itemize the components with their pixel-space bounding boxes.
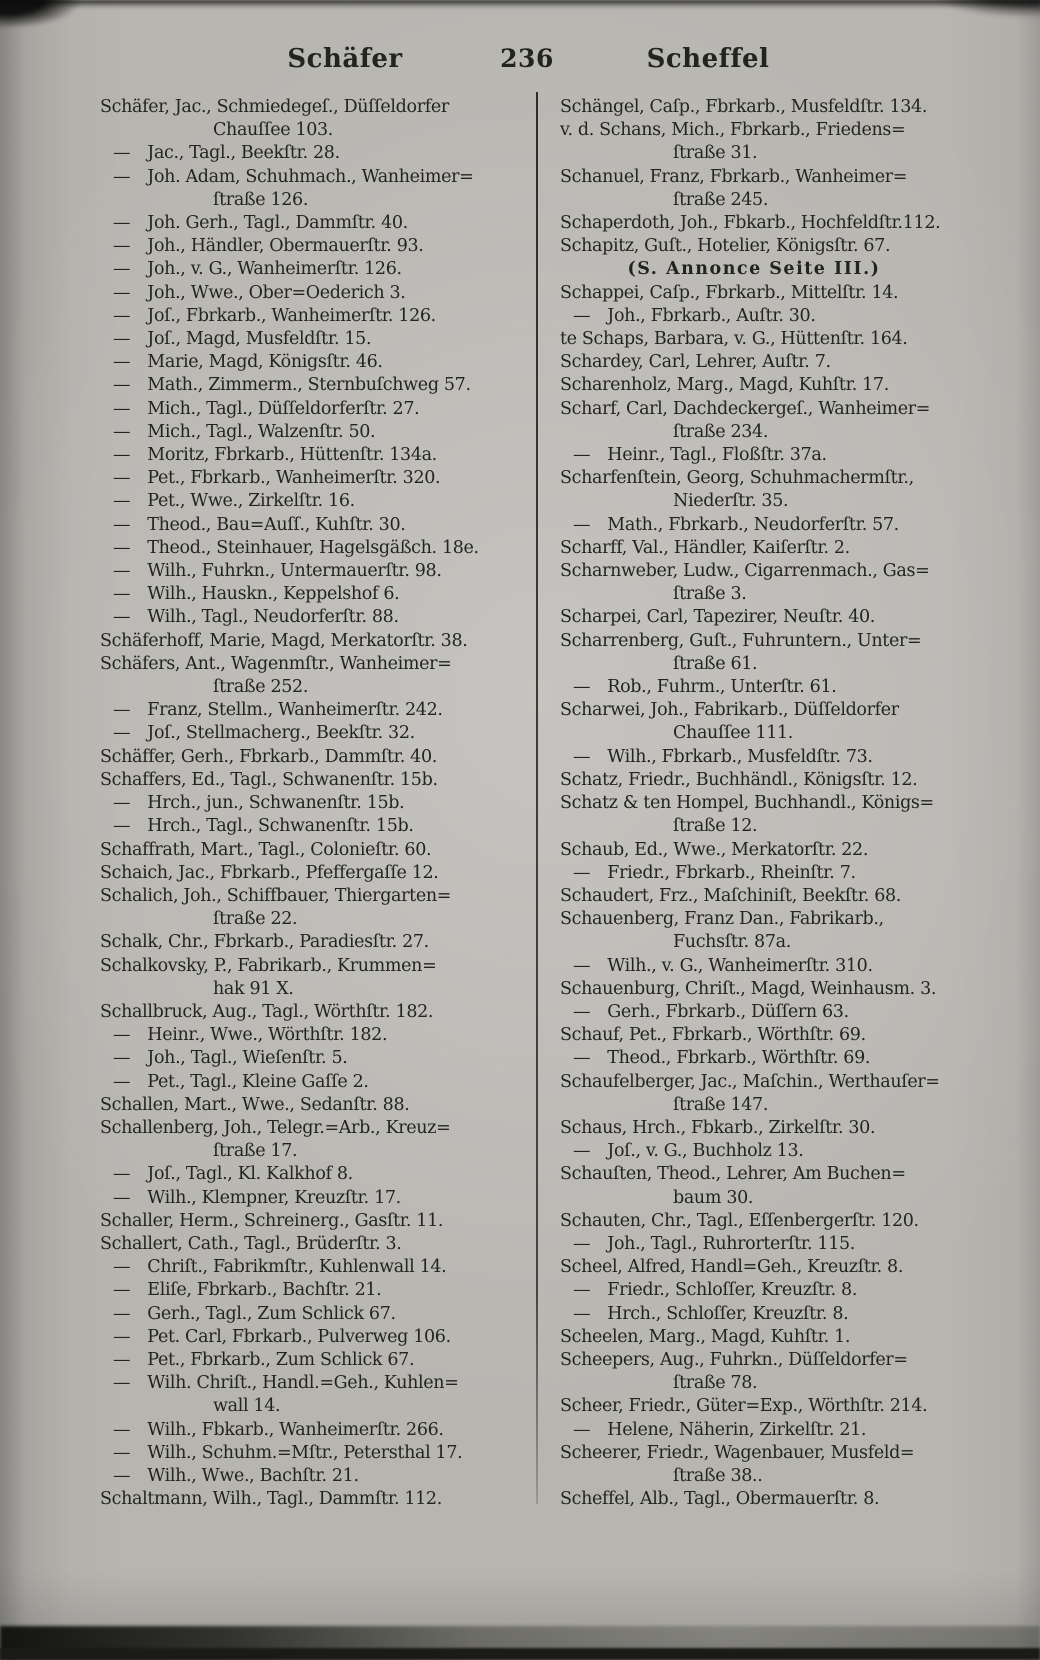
directory-entry bbox=[100, 1372, 538, 1418]
directory-entry bbox=[560, 1442, 978, 1488]
entry-line: — Eliſe, Fbrkarb., Bachſtr. 21. bbox=[113, 1280, 382, 1301]
directory-entry bbox=[100, 166, 538, 212]
entry-line: Schauenburg, Chriſt., Magd, Weinhausm. 3. bbox=[560, 978, 937, 999]
directory-entry bbox=[560, 374, 978, 397]
directory-entry bbox=[560, 351, 978, 374]
entry-line: Scharpei, Carl, Tapezirer, Neuſtr. 40. bbox=[560, 607, 876, 628]
entry-line: Scharrenberg, Guſt., Fuhruntern., Unter= bbox=[560, 630, 922, 651]
entry-line: Schauf, Pet., Fbrkarb., Wörthſtr. 69. bbox=[560, 1025, 866, 1046]
entry-line: ſtraße 126. bbox=[213, 189, 309, 210]
directory-entry bbox=[560, 235, 978, 258]
entry-line: Schatz & ten Hompel, Buchhandl., Königs= bbox=[560, 793, 934, 814]
entry-line: — Pet., Fbrkarb., Wanheimerſtr. 320. bbox=[113, 468, 441, 489]
directory-entry bbox=[560, 1326, 978, 1349]
entry-line: Schaffrath, Mart., Tagl., Colonieſtr. 60. bbox=[100, 839, 432, 860]
directory-entry bbox=[560, 444, 978, 467]
entry-line: Scharfenſtein, Georg, Schuhmachermſtr., bbox=[560, 468, 914, 489]
directory-entry bbox=[100, 212, 538, 235]
entry-line: — Chriſt., Fabrikmſtr., Kuhlenwall 14. bbox=[113, 1257, 447, 1278]
entry-line: Scheer, Friedr., Güter=Exp., Wörthſtr. 214. bbox=[560, 1396, 928, 1417]
directory-entry bbox=[560, 839, 978, 862]
directory-entry bbox=[560, 1024, 978, 1047]
scan-edge-top bbox=[0, 0, 1040, 9]
directory-entry bbox=[100, 1071, 538, 1094]
scan-corner-blob-right bbox=[932, 0, 1040, 18]
entry-line: ſtraße 245. bbox=[673, 189, 769, 210]
directory-entry bbox=[100, 653, 538, 699]
entry-line: ſtraße 252. bbox=[213, 677, 309, 698]
directory-entry bbox=[100, 769, 538, 792]
directory-entry bbox=[100, 606, 538, 629]
directory-entry bbox=[100, 514, 538, 537]
directory-entry bbox=[560, 1233, 978, 1256]
annonce-note bbox=[560, 258, 978, 281]
entry-line: Schäferhoff, Marie, Magd, Merkatorſtr. 38. bbox=[100, 630, 468, 651]
directory-entry bbox=[560, 769, 978, 792]
entry-line: — Joh., Fbrkarb., Auſtr. 30. bbox=[573, 305, 816, 326]
entry-line: Scharwei, Joh., Fabrikarb., Düſſeldorfer bbox=[560, 700, 899, 721]
directory-entry bbox=[100, 421, 538, 444]
entry-line: — Marie, Magd, Königsſtr. 46. bbox=[113, 352, 383, 373]
directory-entry bbox=[560, 537, 978, 560]
entry-line: — Wilh., Wwe., Bachſtr. 21. bbox=[113, 1465, 359, 1486]
entry-line: — Gerh., Fbrkarb., Düſſern 63. bbox=[573, 1001, 849, 1022]
directory-entry bbox=[100, 1094, 538, 1117]
entry-line: Schaich, Jac., Fbrkarb., Pfeffergaſſe 12. bbox=[100, 862, 439, 883]
directory-entry bbox=[560, 282, 978, 305]
entry-line: — Hrch., Schloſſer, Kreuzſtr. 8. bbox=[573, 1303, 849, 1324]
entry-line: Niederſtr. 35. bbox=[673, 491, 789, 512]
entry-line: ſtraße 38.. bbox=[673, 1465, 763, 1486]
directory-entry bbox=[560, 699, 978, 745]
directory-entry bbox=[560, 1071, 978, 1117]
directory-entry bbox=[100, 1465, 538, 1488]
directory-entry bbox=[100, 258, 538, 281]
directory-column-left bbox=[100, 96, 538, 1511]
entry-line: Scharf, Carl, Dachdeckergeſ., Wanheimer= bbox=[560, 398, 931, 419]
directory-entry bbox=[100, 305, 538, 328]
directory-entry bbox=[560, 1279, 978, 1302]
directory-entry bbox=[560, 1210, 978, 1233]
entry-line: Schardey, Carl, Lehrer, Auſtr. 7. bbox=[560, 352, 831, 373]
entry-line: — Friedr., Schloſſer, Kreuzſtr. 8. bbox=[573, 1280, 858, 1301]
entry-line: — Wilh., Tagl., Neudorferſtr. 88. bbox=[113, 607, 399, 628]
entry-line: — Hrch., jun., Schwanenſtr. 15b. bbox=[113, 793, 405, 814]
entry-line: Chauſſee 103. bbox=[213, 120, 334, 141]
directory-entry bbox=[100, 1024, 538, 1047]
entry-line: — Helene, Näherin, Zirkelſtr. 21. bbox=[573, 1419, 867, 1440]
directory-entry bbox=[560, 862, 978, 885]
entry-line: — Wilh. Chriſt., Handl.=Geh., Kuhlen= bbox=[113, 1373, 459, 1394]
entry-line: — Heinr., Tagl., Floßſtr. 37a. bbox=[573, 445, 827, 466]
directory-entry bbox=[100, 282, 538, 305]
entry-line: — Wilh., Klempner, Kreuzſtr. 17. bbox=[113, 1187, 401, 1208]
directory-entry bbox=[560, 1395, 978, 1418]
entry-line: Schallen, Mart., Wwe., Sedanſtr. 88. bbox=[100, 1094, 410, 1115]
entry-line: Scharenholz, Marg., Magd, Kuhſtr. 17. bbox=[560, 375, 889, 396]
directory-entry bbox=[100, 467, 538, 490]
entry-line: — Wilh., Hauskn., Keppelshof 6. bbox=[113, 584, 400, 605]
entry-line: Schauenberg, Franz Dan., Fabrikarb., bbox=[560, 909, 884, 930]
entry-line: Schaperdoth, Joh., Fbkarb., Hochfeldſtr.112. bbox=[560, 213, 941, 234]
scan-corner-blob-left bbox=[0, 0, 80, 28]
entry-line: — Pet., Tagl., Kleine Gaſſe 2. bbox=[113, 1071, 369, 1092]
directory-entry bbox=[560, 1163, 978, 1209]
directory-entry bbox=[560, 746, 978, 769]
running-head-right-keyword: Scheffel bbox=[646, 44, 770, 74]
directory-entry bbox=[560, 606, 978, 629]
page-number: 236 bbox=[500, 44, 554, 73]
running-head bbox=[0, 44, 1040, 78]
directory-entry bbox=[560, 119, 978, 165]
entry-line: — Friedr., Fbrkarb., Rheinſtr. 7. bbox=[573, 862, 856, 883]
entry-line: — Wilh., Fbrkarb., Musfeldſtr. 73. bbox=[573, 746, 873, 767]
entry-line: Schalk, Chr., Fbrkarb., Paradiesſtr. 27. bbox=[100, 932, 429, 953]
entry-line: — Wilh., Fbkarb., Wanheimerſtr. 266. bbox=[113, 1419, 444, 1440]
directory-entry bbox=[100, 560, 538, 583]
directory-entry bbox=[100, 746, 538, 769]
entry-line: — Math., Zimmerm., Sternbuſchweg 57. bbox=[113, 375, 471, 396]
entry-line: Scheffel, Alb., Tagl., Obermauerſtr. 8. bbox=[560, 1489, 880, 1510]
directory-entry bbox=[560, 166, 978, 212]
directory-entry bbox=[100, 722, 538, 745]
directory-entry bbox=[560, 1349, 978, 1395]
entry-line: Scheel, Alfred, Handl=Geh., Kreuzſtr. 8. bbox=[560, 1257, 904, 1278]
entry-line: — Joſ., Stellmacherg., Beekſtr. 32. bbox=[113, 723, 415, 744]
entry-line: Chauſſee 111. bbox=[673, 723, 794, 744]
directory-entry bbox=[560, 1117, 978, 1140]
entry-line: Schaus, Hrch., Fbkarb., Zirkelſtr. 30. bbox=[560, 1117, 876, 1138]
entry-line: — Jac., Tagl., Beekſtr. 28. bbox=[113, 143, 340, 164]
directory-entry bbox=[100, 815, 538, 838]
entry-line: — Rob., Fuhrm., Unterſtr. 61. bbox=[573, 677, 837, 698]
directory-entry bbox=[560, 305, 978, 328]
directory-entry bbox=[100, 1326, 538, 1349]
entry-line: Scheerer, Friedr., Wagenbauer, Musfeld= bbox=[560, 1442, 915, 1463]
entry-line: ſtraße 78. bbox=[673, 1373, 758, 1394]
directory-entry bbox=[100, 1187, 538, 1210]
directory-column-right bbox=[560, 96, 978, 1511]
entry-line: — Moritz, Fbrkarb., Hüttenſtr. 134a. bbox=[113, 445, 437, 466]
entry-line: ſtraße 61. bbox=[673, 653, 758, 674]
entry-line: — Joh. Adam, Schuhmach., Wanheimer= bbox=[113, 166, 474, 187]
entry-line: Schaltmann, Wilh., Tagl., Dammſtr. 112. bbox=[100, 1489, 442, 1510]
directory-entry bbox=[560, 1140, 978, 1163]
entry-line: Schaller, Herm., Schreinerg., Gasſtr. 11. bbox=[100, 1210, 444, 1231]
directory-entry bbox=[560, 908, 978, 954]
entry-line: Schallenberg, Joh., Telegr.=Arb., Kreuz= bbox=[100, 1117, 451, 1138]
entry-line: Schatz, Friedr., Buchhändl., Königsſtr. 12. bbox=[560, 769, 918, 790]
entry-line: Schaub, Ed., Wwe., Merkatorſtr. 22. bbox=[560, 839, 869, 860]
directory-entry bbox=[560, 398, 978, 444]
entry-line: (S. Annonce Seite III.) bbox=[627, 259, 881, 280]
entry-line: Scheepers, Aug., Fuhrkn., Düſſeldorfer= bbox=[560, 1349, 908, 1370]
entry-line: hak 91 X. bbox=[213, 978, 294, 999]
entry-line: Fuchsſtr. 87a. bbox=[673, 932, 791, 953]
entry-line: — Theod., Steinhauer, Hagelsgäßch. 18e. bbox=[113, 537, 479, 558]
directory-entry bbox=[560, 1419, 978, 1442]
directory-entry bbox=[560, 1047, 978, 1070]
running-head-left-keyword: Schäfer bbox=[287, 44, 403, 74]
entry-line: — Joh., Händler, Obermauerſtr. 93. bbox=[113, 236, 424, 257]
directory-entry bbox=[560, 1303, 978, 1326]
entry-line: — Theod., Bau=Auſſ., Kuhſtr. 30. bbox=[113, 514, 406, 535]
scan-edge-bottom-deep bbox=[0, 1648, 1040, 1660]
entry-line: — Hrch., Tagl., Schwanenſtr. 15b. bbox=[113, 816, 414, 837]
entry-line: ſtraße 12. bbox=[673, 816, 758, 837]
directory-entry bbox=[100, 931, 538, 954]
directory-entry bbox=[100, 792, 538, 815]
entry-line: — Joh. Gerh., Tagl., Dammſtr. 40. bbox=[113, 213, 408, 234]
entry-line: Scharnweber, Ludw., Cigarrenmach., Gas= bbox=[560, 561, 930, 582]
directory-entry bbox=[100, 398, 538, 421]
directory-entry bbox=[560, 212, 978, 235]
directory-entry bbox=[100, 235, 538, 258]
entry-line: Schappei, Caſp., Fbrkarb., Mittelſtr. 14. bbox=[560, 282, 899, 303]
entry-line: ſtraße 147. bbox=[673, 1094, 769, 1115]
entry-line: ſtraße 31. bbox=[673, 143, 758, 164]
directory-entry bbox=[100, 490, 538, 513]
directory-entry bbox=[100, 862, 538, 885]
directory-entry bbox=[560, 1256, 978, 1279]
directory-entry bbox=[100, 444, 538, 467]
entry-line: — Joh., Tagl., Ruhrorterſtr. 115. bbox=[573, 1233, 855, 1254]
entry-line: — Wilh., Schuhm.=Mſtr., Petersthal 17. bbox=[113, 1442, 463, 1463]
entry-line: — Joh., Wwe., Ober=Oederich 3. bbox=[113, 282, 406, 303]
entry-line: Schaufelberger, Jac., Maſchin., Werthauſer= bbox=[560, 1071, 940, 1092]
entry-line: baum 30. bbox=[673, 1187, 754, 1208]
directory-entry bbox=[100, 583, 538, 606]
entry-line: — Franz, Stellm., Wanheimerſtr. 242. bbox=[113, 700, 443, 721]
directory-entry bbox=[560, 792, 978, 838]
directory-entry bbox=[100, 839, 538, 862]
entry-line: — Theod., Fbrkarb., Wörthſtr. 69. bbox=[573, 1048, 871, 1069]
directory-entry bbox=[100, 1349, 538, 1372]
entry-line: Scharff, Val., Händler, Kaiſerſtr. 2. bbox=[560, 537, 850, 558]
directory-entry bbox=[100, 1001, 538, 1024]
entry-line: Schauten, Chr., Tagl., Eſſenbergerſtr. 120. bbox=[560, 1210, 919, 1231]
entry-line: Schallert, Cath., Tagl., Brüderſtr. 3. bbox=[100, 1233, 402, 1254]
directory-entry bbox=[560, 885, 978, 908]
entry-line: Schäfers, Ant., Wagenmſtr., Wanheimer= bbox=[100, 653, 452, 674]
entry-line: — Joſ., v. G., Buchholz 13. bbox=[573, 1141, 804, 1162]
directory-entry bbox=[100, 1442, 538, 1465]
entry-line: ſtraße 3. bbox=[673, 584, 747, 605]
directory-entry bbox=[560, 514, 978, 537]
entry-line: — Heinr., Wwe., Wörthſtr. 182. bbox=[113, 1025, 388, 1046]
directory-entry bbox=[100, 1163, 538, 1186]
entry-line: — Joſ., Fbrkarb., Wanheimerſtr. 126. bbox=[113, 305, 436, 326]
directory-entry bbox=[100, 1303, 538, 1326]
directory-entry bbox=[560, 1001, 978, 1024]
directory-entry bbox=[100, 699, 538, 722]
directory-entry bbox=[560, 1488, 978, 1511]
entry-line: — Pet., Wwe., Zirkelſtr. 16. bbox=[113, 491, 355, 512]
directory-entry bbox=[100, 1117, 538, 1163]
directory-entry bbox=[100, 351, 538, 374]
entry-line: Scheelen, Marg., Magd, Kuhſtr. 1. bbox=[560, 1326, 851, 1347]
directory-entry bbox=[100, 142, 538, 165]
directory-entry bbox=[100, 537, 538, 560]
entry-line: — Math., Fbrkarb., Neudorferſtr. 57. bbox=[573, 514, 899, 535]
entry-line: Schalkovsky, P., Fabrikarb., Krummen= bbox=[100, 955, 437, 976]
entry-line: Schäffer, Gerh., Fbrkarb., Dammſtr. 40. bbox=[100, 746, 437, 767]
directory-entry bbox=[100, 1256, 538, 1279]
entry-line: Schaffers, Ed., Tagl., Schwanenſtr. 15b. bbox=[100, 769, 438, 790]
entry-line: ſtraße 22. bbox=[213, 909, 298, 930]
entry-line: — Mich., Tagl., Düſſeldorferſtr. 27. bbox=[113, 398, 420, 419]
entry-line: Schanuel, Franz, Fbrkarb., Wanheimer= bbox=[560, 166, 908, 187]
entry-line: Schauſten, Theod., Lehrer, Am Buchen= bbox=[560, 1164, 906, 1185]
entry-line: — Wilh., v. G., Wanheimerſtr. 310. bbox=[573, 955, 873, 976]
directory-entry bbox=[560, 560, 978, 606]
entry-line: — Joſ., Tagl., Kl. Kalkhof 8. bbox=[113, 1164, 353, 1185]
directory-entry bbox=[560, 978, 978, 1001]
directory-entry bbox=[100, 328, 538, 351]
entry-line: ſtraße 17. bbox=[213, 1141, 298, 1162]
entry-line: te Schaps, Barbara, v. G., Hüttenſtr. 164. bbox=[560, 329, 908, 350]
directory-entry bbox=[100, 1279, 538, 1302]
entry-line: — Wilh., Fuhrkn., Untermauerſtr. 98. bbox=[113, 561, 442, 582]
entry-line: — Mich., Tagl., Walzenſtr. 50. bbox=[113, 421, 376, 442]
directory-entry bbox=[100, 374, 538, 397]
directory-entry bbox=[100, 1419, 538, 1442]
entry-line: — Joh., Tagl., Wieſenſtr. 5. bbox=[113, 1048, 348, 1069]
directory-entry bbox=[100, 1488, 538, 1511]
entry-line: v. d. Schans, Mich., Fbrkarb., Friedens= bbox=[560, 120, 906, 141]
directory-entry bbox=[560, 955, 978, 978]
directory-entry bbox=[100, 955, 538, 1001]
directory-entry bbox=[100, 1233, 538, 1256]
entry-line: — Joh., v. G., Wanheimerſtr. 126. bbox=[113, 259, 402, 280]
entry-line: Schaudert, Frz., Maſchiniſt, Beekſtr. 68. bbox=[560, 885, 901, 906]
entry-line: Schallbruck, Aug., Tagl., Wörthſtr. 182. bbox=[100, 1001, 434, 1022]
entry-line: Schängel, Caſp., Fbrkarb., Musfeldſtr. 134. bbox=[560, 97, 928, 117]
entry-line: — Pet. Carl, Fbrkarb., Pulverweg 106. bbox=[113, 1326, 451, 1347]
entry-line: wall 14. bbox=[213, 1396, 281, 1417]
entry-line: Schalich, Joh., Schiffbauer, Thiergarten= bbox=[100, 885, 452, 906]
directory-entry bbox=[560, 96, 978, 119]
entry-line: — Pet., Fbrkarb., Zum Schlick 67. bbox=[113, 1349, 415, 1370]
entry-line: Schapitz, Guſt., Hotelier, Königsſtr. 67. bbox=[560, 236, 891, 257]
entry-line: ſtraße 234. bbox=[673, 421, 769, 442]
entry-line: — Gerh., Tagl., Zum Schlick 67. bbox=[113, 1303, 396, 1324]
entry-line: Schäfer, Jac., Schmiedegeſ., Düſſeldorfer bbox=[100, 97, 449, 117]
directory-entry bbox=[560, 328, 978, 351]
entry-line: — Joſ., Magd, Musfeldſtr. 15. bbox=[113, 329, 372, 350]
directory-entry bbox=[100, 1210, 538, 1233]
directory-entry bbox=[560, 676, 978, 699]
directory-entry bbox=[560, 630, 978, 676]
directory-entry bbox=[560, 467, 978, 513]
directory-entry bbox=[100, 1047, 538, 1070]
directory-entry bbox=[100, 630, 538, 653]
directory-entry bbox=[100, 96, 538, 142]
directory-entry bbox=[100, 885, 538, 931]
